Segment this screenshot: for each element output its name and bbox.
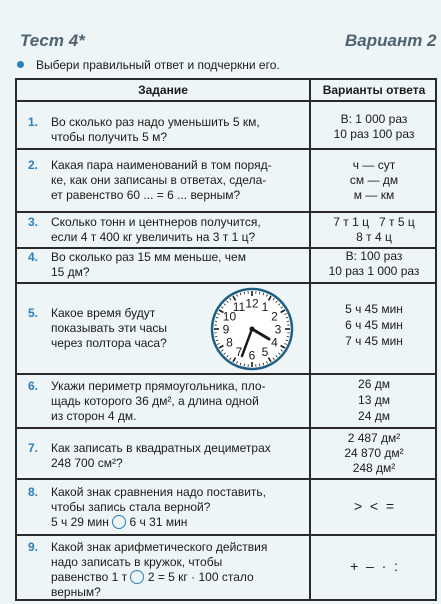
clock-number: 2 — [271, 309, 278, 324]
question-line: верным? — [51, 585, 101, 599]
question-number: 5. — [28, 306, 39, 320]
question-line: если 4 т 400 кг увеличить на 3 т 1 ц? — [51, 230, 256, 244]
answer-circle[interactable] — [130, 570, 144, 584]
expression-right: 6 ч 31 мин — [129, 515, 188, 529]
variant-label: Вариант 2 — [345, 31, 437, 50]
clock-tick — [259, 292, 260, 294]
clock-number: 1 — [261, 299, 269, 314]
clock-tick — [244, 292, 245, 294]
question-line: 15 дм? — [51, 265, 90, 279]
row-divider — [17, 100, 435, 102]
question-line: ет равенство 60 ... = 6 ... верным? — [51, 188, 241, 202]
clock-number: 10 — [222, 309, 237, 324]
clock-tick — [259, 364, 260, 366]
clock-number: 4 — [271, 335, 278, 350]
question-line: чтобы запись стала верной? — [51, 500, 211, 514]
question-line: ке, как они записаны в ответах, сдела- — [51, 173, 267, 187]
answer-option[interactable]: 24 дм — [358, 409, 390, 423]
clock-tick — [215, 321, 217, 322]
question-line: из сторон 4 дм. — [51, 409, 137, 423]
answer-option[interactable]: 26 дм — [358, 377, 390, 391]
expression-left: равенство 1 т — [51, 570, 128, 584]
question-line — [51, 515, 187, 530]
question-number: 6. — [28, 379, 39, 393]
answer-option[interactable]: 2 487 дм² — [347, 431, 401, 445]
answer-option[interactable]: 24 870 дм² — [344, 446, 404, 460]
question-line: Во сколько раз 15 мм меньше, чем — [51, 250, 246, 264]
answer-option[interactable]: 10 раз 1 000 раз — [328, 264, 420, 278]
clock-tick — [244, 364, 245, 366]
question-number: 3. — [28, 215, 39, 229]
question-line: Какой знак арифметического действия — [51, 540, 268, 554]
clock-tick — [287, 321, 289, 322]
question-line: Сколько тонн и центнеров получится, — [51, 215, 261, 229]
answer-option[interactable]: 7 ч 45 мин — [345, 334, 403, 348]
answer-option[interactable]: 6 ч 45 мин — [345, 318, 403, 332]
row-divider — [17, 211, 435, 213]
row-divider — [17, 478, 435, 480]
row-divider — [17, 427, 435, 429]
clock-number: 3 — [274, 322, 282, 337]
column-header-task: Задание — [138, 83, 188, 97]
answer-option[interactable]: 8 т 4 ц — [356, 230, 392, 244]
column-header-answers: Варианты ответа — [322, 83, 426, 97]
clock-tick — [215, 336, 217, 337]
clock-tick — [287, 336, 289, 337]
clock-number: 5 — [261, 345, 269, 360]
question-line: надо записать в кружок, чтобы — [51, 555, 223, 569]
answer-option[interactable]: 5 ч 45 мин — [345, 302, 403, 316]
answer-option[interactable]: м — км — [353, 188, 395, 202]
question-number: 7. — [28, 441, 39, 455]
question-line: показывать эти часы — [51, 321, 168, 335]
question-number: 1. — [28, 115, 39, 129]
question-line: Как записать в квадратных дециметрах — [51, 441, 271, 455]
answer-option[interactable]: 13 дм — [358, 393, 390, 407]
answer-option[interactable]: 10 раз 100 раз — [333, 127, 415, 141]
question-line: Какая пара наименований в том поряд- — [51, 158, 272, 172]
question-line: 248 700 см²? — [51, 456, 123, 470]
test-table — [15, 78, 437, 601]
answer-circle[interactable] — [112, 515, 126, 529]
question-number: 2. — [28, 158, 39, 172]
answer-option[interactable]: см — дм — [349, 173, 399, 187]
row-divider — [17, 148, 435, 150]
row-divider — [17, 282, 435, 284]
question-line: чтобы получить 5 м? — [51, 130, 167, 144]
answer-option[interactable]: В: 1 000 раз — [340, 112, 408, 126]
answer-option[interactable]: 248 дм² — [352, 461, 396, 475]
question-line: Во сколько раз надо уменьшить 5 км, — [51, 115, 260, 129]
question-line: Укажи периметр прямоугольника, пло- — [51, 379, 266, 393]
clock-number: 12 — [245, 296, 259, 311]
bullet-icon — [17, 61, 24, 68]
question-line: Какой знак сравнения надо поставить, — [51, 485, 267, 499]
question-number: 8. — [28, 485, 39, 499]
clock-center — [250, 327, 255, 332]
clock-number: 7 — [235, 345, 243, 360]
row-divider — [17, 373, 435, 375]
answer-option[interactable]: 7 т 1 ц 7 т 5 ц — [333, 215, 415, 229]
question-line: через полтора часа? — [51, 336, 167, 350]
instruction-text: Выбери правильный ответ и подчеркни его. — [36, 58, 280, 72]
question-line: щадь которого 36 дм², а длина одной — [51, 394, 259, 408]
test-title: Тест 4* — [20, 31, 85, 50]
row-divider — [17, 534, 435, 536]
question-number: 4. — [28, 250, 39, 264]
clock-number: 9 — [222, 322, 230, 337]
question-number: 9. — [28, 540, 39, 554]
expression-right: 2 = 5 кг · 100 стало — [147, 570, 254, 584]
question-line: Какое время будут — [51, 306, 156, 320]
clock-number: 6 — [248, 348, 256, 363]
instruction — [17, 58, 280, 72]
answer-option[interactable]: В: 100 раз — [345, 249, 403, 263]
clock-number: 8 — [226, 335, 233, 350]
answer-option[interactable]: > < = — [353, 498, 395, 514]
expression-left: 5 ч 29 мин — [51, 515, 109, 529]
question-line — [51, 570, 254, 585]
clock-face — [209, 286, 295, 372]
answer-option[interactable]: ч — сут — [352, 158, 396, 172]
clock-number: 11 — [232, 299, 246, 314]
answer-option[interactable]: + – · : — [350, 558, 398, 574]
